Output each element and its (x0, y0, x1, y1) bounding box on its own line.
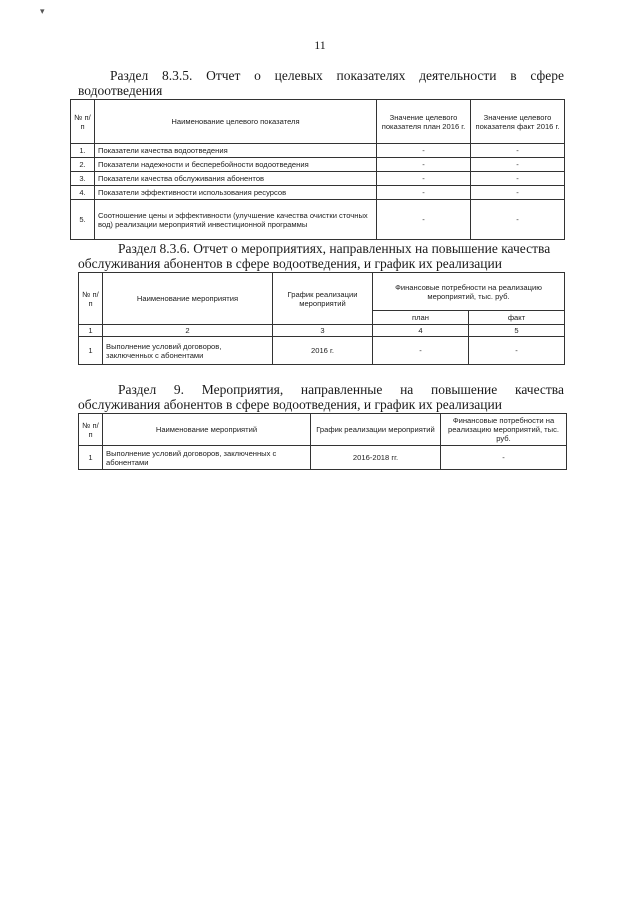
row-name: Показатели качества обслуживания абонентов (95, 172, 377, 186)
table-row (79, 446, 567, 470)
row-num: 4. (71, 186, 95, 200)
page-number: 11 (314, 38, 326, 52)
header-schedule: График реализации мероприятий (273, 273, 373, 325)
row-fact: - (471, 144, 565, 158)
row-num: 5. (71, 200, 95, 240)
section-835-heading (78, 68, 564, 98)
table-row (71, 186, 565, 200)
header-measure-name: Наименование мероприятий (103, 414, 311, 446)
row-name: Показатели надежности и бесперебойности водоотведения (95, 158, 377, 172)
header-measure-name: Наименование мероприятия (103, 273, 273, 325)
header-indicator-name: Наименование целевого показателя (95, 100, 377, 144)
row-num: 3. (71, 172, 95, 186)
row-fact: - (469, 337, 565, 365)
index-cell: 4 (373, 325, 469, 337)
row-name: Показатели эффективности использования ресурсов (95, 186, 377, 200)
row-num: 1 (79, 337, 103, 365)
header-finance: Финансовые потребности на реализацию мероприятий, тыс. руб. (373, 273, 565, 311)
row-num: 1 (79, 446, 103, 470)
section-836-heading (78, 241, 564, 271)
table-row (79, 337, 565, 365)
header-num: № п/п (79, 414, 103, 446)
table-index-row (79, 325, 565, 337)
table-row (71, 158, 565, 172)
header-finance: Финансовые потребности на реализацию мероприятий, тыс. руб. (441, 414, 567, 446)
row-plan: - (377, 158, 471, 172)
row-plan: - (377, 144, 471, 158)
row-name: Выполнение условий договоров, заключенных с абонентами (103, 446, 311, 470)
row-num: 1. (71, 144, 95, 158)
index-cell: 3 (273, 325, 373, 337)
row-plan: - (373, 337, 469, 365)
row-plan: - (377, 186, 471, 200)
section-835-table (70, 99, 565, 240)
section-836-heading-line1: Раздел 8.3.6. Отчет о мероприятиях, направленных на повышение качества (118, 241, 551, 256)
section-835-heading-line1: Раздел 8.3.5. Отчет о целевых показателях деятельности в сфере (110, 68, 564, 83)
section-9-heading-line1: Раздел 9. Мероприятия, направленные на повышение качества (118, 382, 564, 397)
section-9-heading-line2: обслуживания абонентов в сфере водоотведения, и график их реализации (78, 397, 502, 412)
header-num: № п/п (79, 273, 103, 325)
index-cell: 5 (469, 325, 565, 337)
header-fact: факт (469, 311, 565, 325)
row-fact: - (471, 200, 565, 240)
row-schedule: 2016-2018 гг. (311, 446, 441, 470)
header-schedule: График реализации мероприятий (311, 414, 441, 446)
row-name: Соотношение цены и эффективности (улучшение качества очистки сточных вод) реализации мероприятий инвестиционной программы (95, 200, 377, 240)
row-schedule: 2016 г. (273, 337, 373, 365)
section-835-heading-line2: водоотведения (78, 83, 163, 98)
header-plan: план (373, 311, 469, 325)
table-header-row (71, 100, 565, 144)
row-name: Выполнение условий договоров, заключенных с абонентами (103, 337, 273, 365)
header-plan-value: Значение целевого показателя план 2016 г. (377, 100, 471, 144)
table-row (71, 172, 565, 186)
scan-mark: ▾ (40, 6, 45, 16)
section-836-heading-line2: обслуживания абонентов в сфере водоотведения, и график их реализации (78, 256, 502, 271)
table-header-row (79, 273, 565, 311)
row-fact: - (471, 158, 565, 172)
table-row (71, 144, 565, 158)
index-cell: 1 (79, 325, 103, 337)
section-9-heading (78, 382, 564, 412)
row-fact: - (471, 172, 565, 186)
table-row (71, 200, 565, 240)
table-header-row (79, 414, 567, 446)
section-836-table (78, 272, 565, 365)
row-name: Показатели качества водоотведения (95, 144, 377, 158)
row-plan: - (377, 200, 471, 240)
row-fact: - (471, 186, 565, 200)
header-num: № п/п (71, 100, 95, 144)
index-cell: 2 (103, 325, 273, 337)
row-num: 2. (71, 158, 95, 172)
row-plan: - (377, 172, 471, 186)
section-9-table (78, 413, 567, 470)
header-fact-value: Значение целевого показателя факт 2016 г. (471, 100, 565, 144)
row-finance: - (441, 446, 567, 470)
